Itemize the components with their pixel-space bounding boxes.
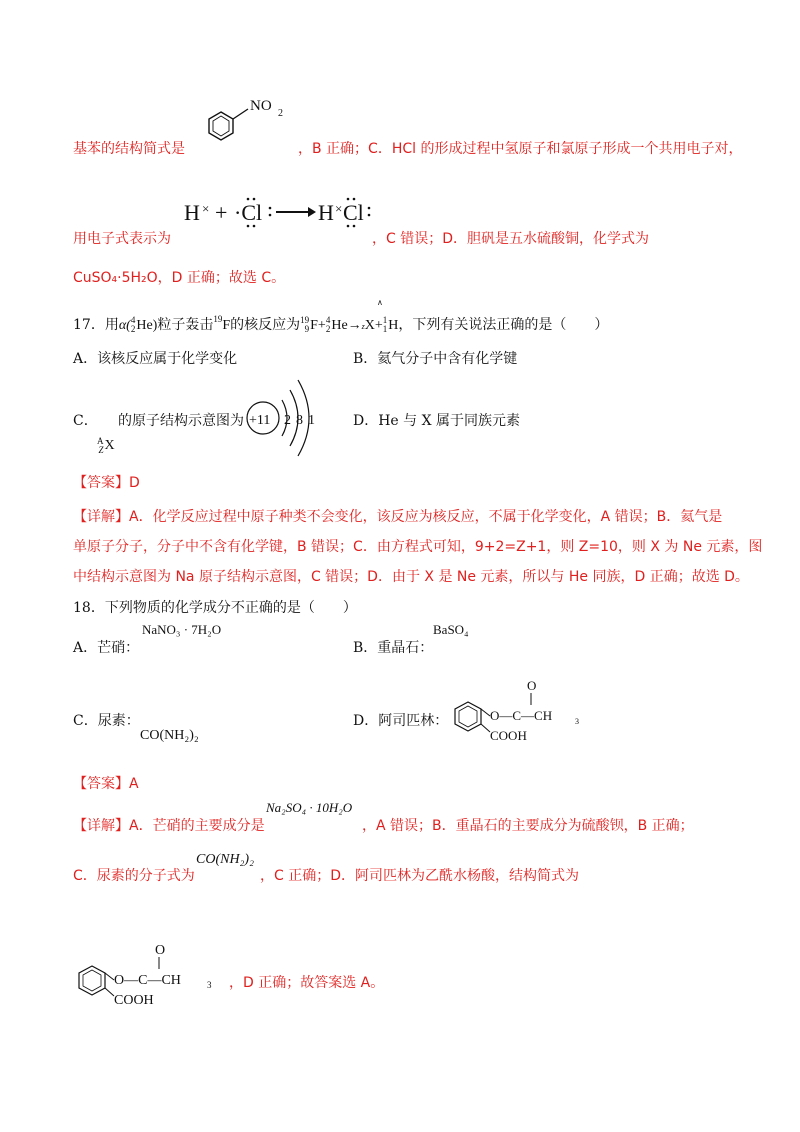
shell-2-count: 8 — [296, 413, 303, 428]
q17-explain-line3: 中结构示意图为 Na 原子结构示意图，C 错误；D．由于 X 是 Ne 元素，所以与 He 同族，D 正确；故选 D。 — [73, 569, 749, 585]
q17-number: 17．用 — [73, 317, 119, 333]
q18-answer: 【答案】A — [73, 776, 139, 792]
q17-option-c-label: C． — [73, 413, 98, 429]
q18-stem: 18．下列物质的化学成分不正确的是（ ） — [73, 600, 357, 616]
aspirin-structure-option-d — [448, 676, 588, 748]
nucleus-charge: +11 — [249, 413, 271, 428]
q17-answer: 【答案】D — [73, 475, 140, 491]
aspirin-structure-explain — [70, 940, 230, 1012]
svg-text:O—C—CH: O—C—CH — [490, 708, 553, 723]
svg-text:O—C—CH: O—C—CH — [114, 973, 181, 988]
q18-explain-line1: 【详解】A．芒硝的主要成分是 — [73, 818, 265, 834]
q17-arrow-mark: ∧ — [377, 298, 383, 307]
nitrobenzene-structure — [198, 92, 294, 148]
q18-option-c-formula: CO(NH₂)₂ — [140, 728, 199, 743]
prev-line3: CuSO₄·5H₂O，D 正确；故选 C。 — [73, 270, 286, 286]
q17-explain-line2: 单原子分子，分子中不含有化学键，B 错误；C．由方程式可知，9+2=Z+1，则 Z=10，则 X 为 Ne 元素，图 — [73, 539, 763, 555]
q18-explain-line2: C．尿素的分子式为 — [73, 868, 195, 884]
svg-text:×: × — [202, 201, 210, 216]
prev-line2-pre: 用电子式表示为 — [73, 231, 171, 247]
svg-text:O: O — [155, 943, 166, 958]
q18-option-a-label: A．芒硝： — [73, 640, 140, 656]
nitro-subscript: 2 — [278, 108, 283, 119]
svg-text:×: × — [335, 201, 343, 216]
prev-line1-post: ，B 正确；C．HCl 的形成过程中氢原子和氯原子形成一个共用电子对， — [298, 141, 743, 157]
q17-stem: 17．用α(4 2He)粒子轰击$^{19}$F的核反应为19 9F+4 2He→zX+1 1H，下列有关说法正确的是（ ） — [73, 314, 609, 334]
shell-3-count: 1 — [308, 413, 315, 428]
q18-explain-line1-post: ，A 错误；B．重晶石的主要成分为硫酸钡，B 正确； — [362, 818, 694, 834]
q17-alpha: α( — [118, 318, 131, 333]
svg-text:COOH: COOH — [114, 993, 154, 1008]
q18-option-d-label: D．阿司匹林： — [353, 713, 449, 729]
prev-line2-post: ，C 错误；D．胆矾是五水硫酸铜，化学式为 — [372, 231, 650, 247]
q18-explain-line3: ，D 正确；故答案选 A。 — [229, 975, 385, 991]
svg-text:O: O — [527, 678, 537, 693]
svg-text:3: 3 — [575, 717, 579, 726]
svg-text:3: 3 — [207, 980, 212, 990]
svg-text:+: + — [215, 200, 228, 225]
svg-text:Cl: Cl — [343, 200, 364, 225]
q18-explain-line2-post: ，C 正确；D．阿司匹林为乙酰水杨酸，结构简式为 — [260, 868, 580, 884]
atomic-structure-diagram — [244, 376, 334, 460]
q18-option-b-formula: BaSO₄ — [433, 622, 469, 637]
q17-option-a: A．该核反应属于化学变化 — [73, 351, 238, 367]
svg-text:COOH: COOH — [490, 728, 527, 743]
svg-text:H: H — [318, 200, 334, 225]
q17-option-c-text: 的原子结构示意图为 — [118, 413, 244, 429]
q17-explain-line1: 【详解】A．化学反应过程中原子种类不会变化，该反应为核反应，不属于化学变化，A 错误；B．氦气是 — [73, 509, 723, 525]
svg-text:·Cl: ·Cl — [234, 200, 263, 225]
q18-explain-formula1: Na₂SO₄ · 10H₂O — [266, 800, 353, 815]
shell-1-count: 2 — [284, 413, 291, 428]
hcl-electron-formula — [182, 193, 372, 233]
q17-option-b: B．氦气分子中含有化学键 — [353, 351, 518, 367]
q18-option-c-label: C．尿素： — [73, 713, 140, 729]
svg-text:H: H — [184, 200, 200, 225]
prev-line1-pre: 基苯的结构简式是 — [73, 141, 185, 157]
q17-option-c-x: A ZX — [97, 436, 115, 455]
nitro-label: NO — [250, 98, 272, 114]
q18-explain-formula2: CO(NH₂)₂ — [196, 852, 254, 867]
q17-option-d: D．He 与 X 属于同族元素 — [353, 413, 521, 429]
q18-option-b-label: B．重晶石： — [353, 640, 434, 656]
q18-option-a-formula: NaNO₃ · 7H₂O — [142, 622, 222, 637]
